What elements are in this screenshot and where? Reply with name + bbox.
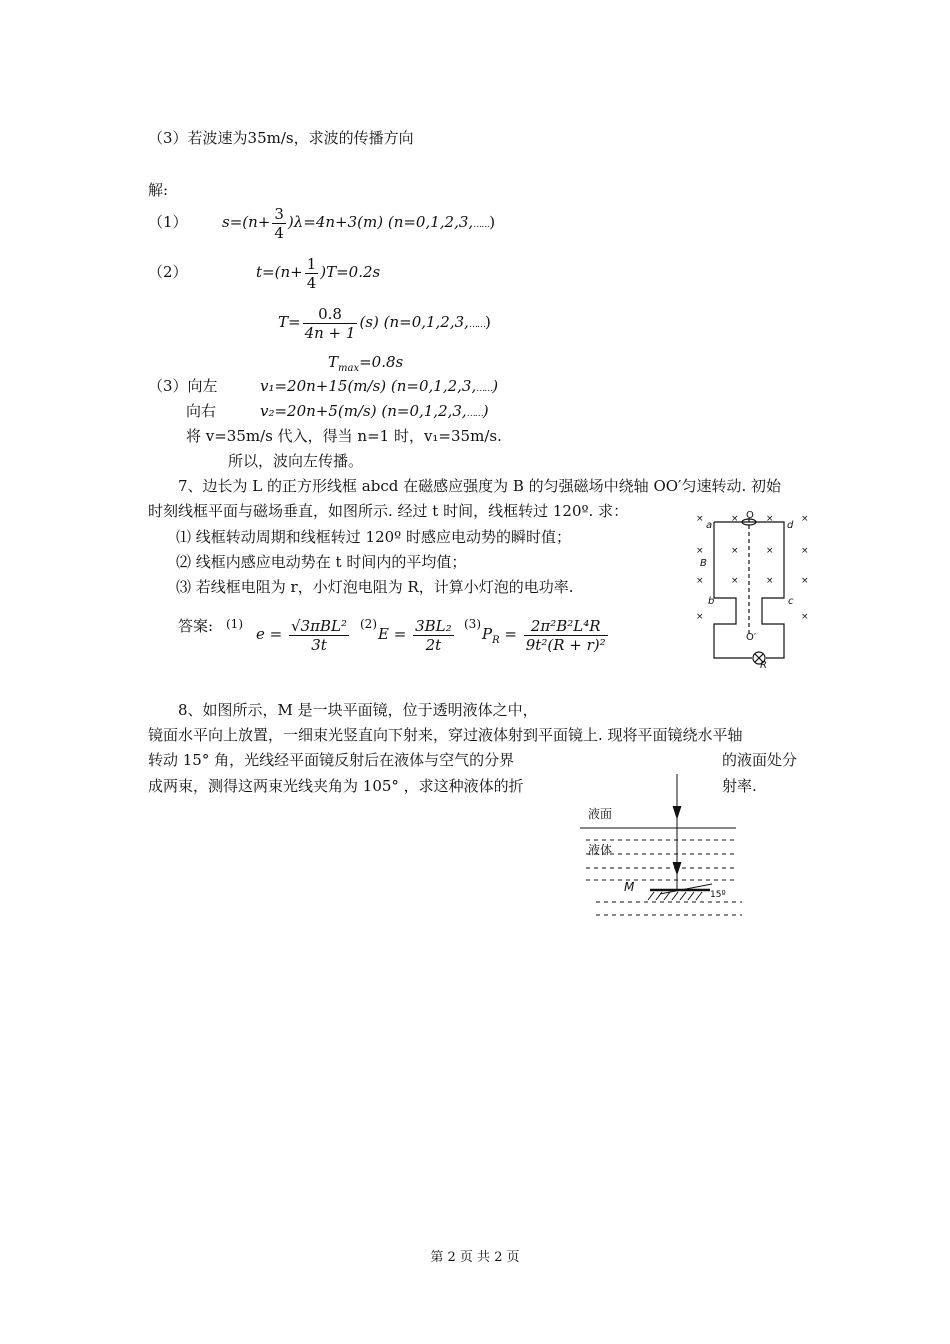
sol-part3-right-label: 向右 <box>186 402 217 420</box>
svg-text:×: × <box>731 514 739 524</box>
q6-part3: （3）若波速为35m/s，求波的传播方向 <box>148 129 414 147</box>
sol-part3-label: （3）向左 <box>148 377 218 395</box>
vertex-d: d <box>787 520 794 531</box>
q7-item2: ⑵ 线框内感应电动势在 t 时间内的平均值； <box>176 553 467 571</box>
sol-period-formula: T= $\frac{0.8}{4n + 1}$ (s) (n=0,1,2,3,……) <box>278 304 491 342</box>
svg-text:×: × <box>801 546 809 556</box>
mirror-diagram <box>578 772 748 922</box>
mirror-label-M: M <box>624 880 635 894</box>
q7-item1: ⑴ 线框转动周期和线框转过 120º 时感应电动势的瞬时值； <box>176 528 571 546</box>
sol-part3-substitution: 将 v=35m/s 代入，得当 n=1 时，v₁=35m/s. <box>186 427 502 445</box>
svg-text:×: × <box>766 576 774 586</box>
q7-line1: 7、边长为 L 的正方形线框 abcd 在磁感应强度为 B 的匀强磁场中绕轴 OO′匀速转动. 初始 <box>178 477 781 495</box>
q7-answer3: $P_R$ = $\frac{\text{2π²B²L⁴R}}{\text{9t²(R + r)²}}$ <box>482 616 606 654</box>
solution-heading: 解: <box>148 181 169 199</box>
svg-text:×: × <box>696 576 704 586</box>
q8-line1: 8、如图所示，M 是一块平面镜，位于透明液体之中， <box>178 701 538 719</box>
sol-part1-label: （1） <box>148 213 188 231</box>
q8-line3b: 的液面处分 <box>722 751 798 769</box>
sol-part3-right: v₂=20n+5(m/s) (n=0,1,2,3,……) <box>260 402 489 420</box>
q8-line4b: 射率. <box>722 777 757 795</box>
coil-diagram <box>690 508 820 674</box>
q7-line2: 时刻线框平面与磁场垂直，如图所示. 经过 t 时间，线框转过 120º. 求： <box>148 502 629 520</box>
svg-text:×: × <box>766 546 774 556</box>
svg-text:×: × <box>801 514 809 524</box>
sol-part2-label: （2） <box>148 263 188 281</box>
axis-label-bottom: O′ <box>746 632 757 643</box>
q7-answer1: e = $\frac{\text{√3πBL²}}{3t}$ <box>256 614 351 654</box>
q8-line2: 镜面水平向上放置，一细束光竖直向下射来，穿过液体射到平面镜上. 现将平面镜绕水平轴 <box>148 726 743 744</box>
surface-label: 液面 <box>588 807 613 821</box>
ray-arrow-upper <box>673 806 681 818</box>
svg-text:×: × <box>731 546 739 556</box>
sol-part3-left: v₁=20n+15(m/s) (n=0,1,2,3,……) <box>260 377 499 395</box>
svg-text:×: × <box>731 576 739 586</box>
q8-line3a: 转动 15° 角，光线经平面镜反射后在液体与空气的分界 <box>148 751 515 769</box>
resistor-label-R: R <box>760 660 767 671</box>
q7-answer-label: 答案: <box>178 617 214 635</box>
angle-label: 15º <box>710 890 726 900</box>
q8-line4a: 成两束，测得这两束光线夹角为 105° ，求这种液体的折 <box>148 777 524 795</box>
q7-item3: ⑶ 若线框电阻为 r，小灯泡电阻为 R，计算小灯泡的电功率. <box>176 578 574 596</box>
field-label-B: B <box>700 558 707 569</box>
svg-text:×: × <box>801 576 809 586</box>
q7-answer3-label: (3) <box>464 617 481 631</box>
svg-text:×: × <box>766 514 774 524</box>
q7-answer1-label: (1) <box>226 617 243 631</box>
svg-text:×: × <box>801 612 809 622</box>
q7-answer2-label: (2) <box>360 617 377 631</box>
vertex-a: a <box>706 520 713 531</box>
mirror-hatching <box>648 892 702 900</box>
vertex-b: b <box>708 596 715 607</box>
axis-label-top: O <box>746 510 754 521</box>
sol-part1-formula: s=(n+ $\frac{3}{4}$ )λ=4n+3(m) (n=0,1,2,3,……) <box>222 204 496 242</box>
sol-tmax: $T_{max}=0.8s$ <box>328 353 404 374</box>
liquid-label: 液体 <box>588 843 613 857</box>
svg-text:×: × <box>696 546 704 556</box>
sol-part3-conclusion: 所以，波向左传播。 <box>228 452 364 470</box>
q7-answer2: E = $\frac{\text{3BL₂}}{2t}$ <box>378 616 452 654</box>
sol-part2-formula: t=(n+ $\frac{1}{4}$ )T=0.2s <box>256 254 381 292</box>
vertex-c: c <box>788 596 794 607</box>
page-footer: 第 2 页 共 2 页 <box>430 1250 520 1265</box>
svg-text:×: × <box>696 612 704 622</box>
svg-text:×: × <box>696 514 704 524</box>
